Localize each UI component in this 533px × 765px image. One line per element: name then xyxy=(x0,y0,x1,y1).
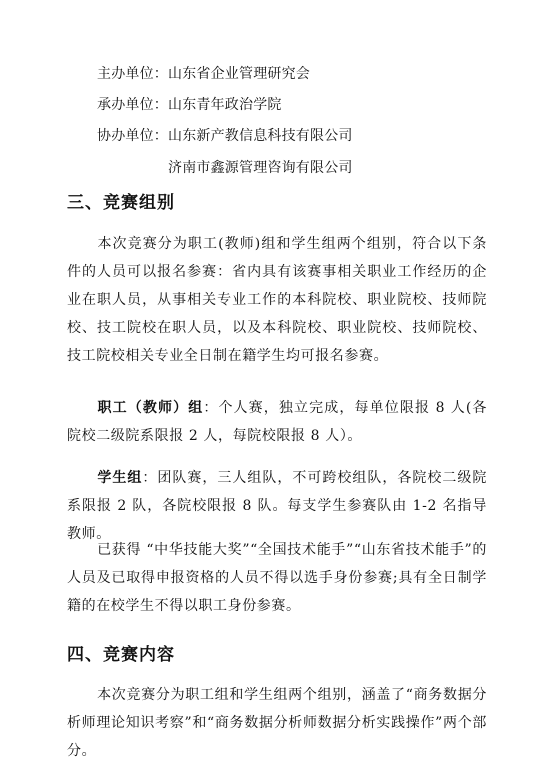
groups-intro-text: 本次竞赛分为职工(教师)组和学生组两个组别，符合以下条件的人员可以报名参赛：省内具有该赛事相关职业工作经历的企业在职人员，从事相关专业工作的本科院校、职业院校、技师院校、技工院校在职人员，以及本科院校、职业院校、技师院校、技工院校相关专业全日制在籍学生均可报名参赛。 xyxy=(67,236,487,364)
co-organizer-second: 济南市鑫源管理咨询有限公司 xyxy=(168,160,353,176)
content-intro-paragraph xyxy=(67,681,487,765)
student-group-text: ：团队赛，三人组队，不可跨校组队，各院校二级院系限报 2 队，各院校限报 8 队。每支学生参赛队由 1-2 名指导教师。 xyxy=(67,470,487,542)
staff-group-text: ：个人赛，独立完成，每单位限报 8 人(各院校二级院系限报 2 人，每院校限报 8 人）。 xyxy=(67,400,487,444)
section-heading-content: 四、竞赛内容 xyxy=(67,645,175,665)
staff-group-paragraph xyxy=(67,394,487,450)
undertaker-organizer: 承办单位：山东青年政治学院 xyxy=(97,97,282,113)
section-heading-groups: 三、竞赛组别 xyxy=(67,193,175,213)
co-organizer: 协办单位：山东新产教信息科技有限公司 xyxy=(97,128,353,144)
eligibility-note-paragraph xyxy=(67,536,487,620)
student-group-label: 学生组 xyxy=(97,470,143,486)
eligibility-note-text: 已获得 “中华技能大奖”“全国技术能手”“山东省技术能手”的人员及已取得申报资格的人员不得以选手身份参赛;具有全日制学籍的在校学生不得以职工身份参赛。 xyxy=(67,542,487,614)
content-intro-text: 本次竞赛分为职工组和学生组两个组别，涵盖了“商务数据分析师理论知识考察”和“商务数据分析师数据分析实践操作”两个部分。 xyxy=(67,687,487,759)
host-organizer: 主办单位：山东省企业管理研究会 xyxy=(97,66,310,82)
staff-group-label: 职工（教师）组 xyxy=(97,400,204,416)
groups-intro-paragraph xyxy=(67,230,487,370)
